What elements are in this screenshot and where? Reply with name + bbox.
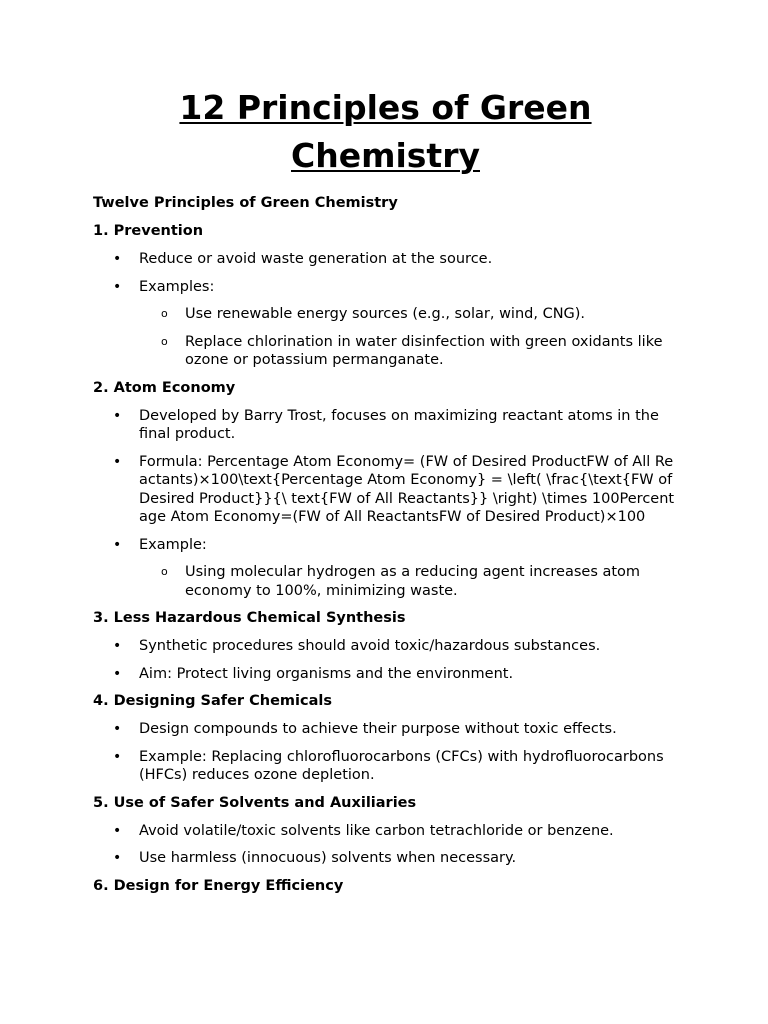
section-heading: 1. Prevention — [93, 223, 204, 239]
list-item-text: Developed by Barry Trost, focuses on maximizing reactant atoms in the final product. — [139, 407, 659, 442]
document-subtitle: Twelve Principles of Green Chemistry — [93, 195, 398, 211]
list-item-text: Aim: Protect living organisms and the environment. — [139, 665, 514, 682]
list-item-text: Example: — [139, 536, 207, 553]
bullet-icon: • — [113, 748, 122, 765]
list-item — [93, 453, 678, 527]
formula-text: Formula: Percentage Atom Economy= (FW of Desired ProductFW of All Reactants)×100\text{Percentage Atom Economy} = \left( \frac{\text{FW of Desired Product}}{\ text{FW of All Reactants}} \right) \times 100Percentage Atom Economy=(FW of All ReactantsFW of Desired Product)×100 — [139, 453, 675, 525]
bullet-list — [93, 250, 678, 370]
list-item-text: Design compounds to achieve their purpose without toxic effects. — [139, 721, 617, 737]
bullet-icon: • — [113, 251, 122, 267]
sections-container — [93, 222, 678, 896]
list-item — [93, 849, 678, 868]
list-item — [93, 822, 678, 841]
sub-list-item — [139, 563, 678, 600]
section-heading: 2. Atom Economy — [93, 379, 236, 396]
bullet-icon: • — [113, 278, 122, 295]
list-item — [93, 536, 678, 601]
bullet-list — [93, 407, 678, 601]
list-item — [93, 407, 678, 444]
bullet-list — [93, 637, 678, 683]
document-page — [93, 84, 678, 905]
bullet-icon: • — [113, 822, 122, 839]
list-item — [93, 748, 678, 785]
sub-bullet-list — [139, 563, 678, 600]
list-item-text: Examples: — [139, 278, 215, 295]
page-title: 12 Principles of Green Chemistry — [179, 88, 592, 175]
bullet-list — [93, 822, 678, 868]
bullet-icon: • — [113, 721, 122, 737]
bullet-list — [93, 720, 678, 785]
list-item-text: Use harmless (innocuous) solvents when necessary. — [139, 850, 517, 866]
bullet-icon: • — [113, 453, 122, 470]
list-item-text: Reduce or avoid waste generation at the source. — [139, 251, 493, 267]
section-heading: 4. Designing Safer Chemicals — [93, 693, 332, 709]
sub-bullet-list — [139, 305, 678, 370]
sub-list-item-text: Replace chlorination in water disinfection with green oxidants like ozone or potassium permanganate. — [185, 333, 663, 368]
list-item-text: Synthetic procedures should avoid toxic/hazardous substances. — [139, 638, 601, 654]
section-heading: 3. Less Hazardous Chemical Synthesis — [93, 610, 406, 626]
section-heading: 5. Use of Safer Solvents and Auxiliaries — [93, 794, 417, 811]
list-item — [93, 278, 678, 370]
sub-list-item-text: Use renewable energy sources (e.g., solar, wind, CNG). — [185, 306, 586, 322]
bullet-icon: • — [113, 638, 122, 654]
bullet-icon: • — [113, 665, 122, 682]
bullet-icon: • — [113, 536, 122, 553]
list-item — [93, 637, 678, 656]
list-item — [93, 720, 678, 739]
section-heading: 6. Design for Energy Efficiency — [93, 877, 344, 894]
list-item — [93, 250, 678, 269]
sub-list-item-text: Using molecular hydrogen as a reducing agent increases atom economy to 100%, minimizing waste. — [185, 564, 641, 599]
sub-bullet-icon: o — [161, 307, 168, 320]
list-item — [93, 665, 678, 684]
list-item-text: Avoid volatile/toxic solvents like carbon tetrachloride or benzene. — [139, 822, 614, 839]
sub-bullet-icon: o — [161, 565, 168, 578]
list-item-text: Example: Replacing chlorofluorocarbons (CFCs) with hydrofluorocarbons (HFCs) reduces ozone depletion. — [139, 748, 664, 783]
bullet-icon: • — [113, 850, 122, 866]
sub-bullet-icon: o — [161, 334, 168, 348]
sub-list-item — [139, 333, 678, 370]
bullet-icon: • — [113, 407, 122, 424]
sub-list-item — [139, 305, 678, 324]
